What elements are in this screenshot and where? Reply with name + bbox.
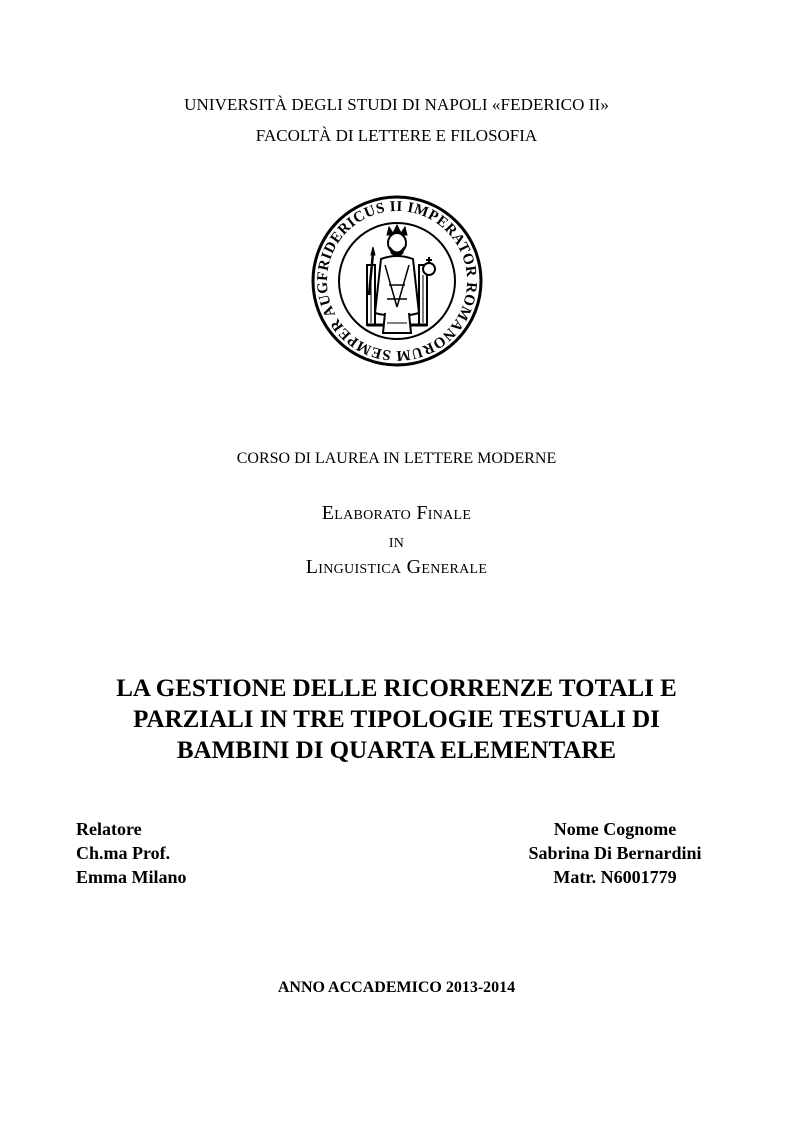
thesis-type: Elaborato Finale bbox=[321, 502, 472, 524]
seal-inscription: FRIDERICUS II IMPERATOR ROMANORUM SEMPER AUG bbox=[314, 198, 480, 364]
degree-course: CORSO DI LAUREA IN LETTERE MODERNE bbox=[236, 450, 557, 467]
candidate-block bbox=[500, 817, 730, 889]
faculty-name: FACOLTÀ DI LETTERE E FILOSOFIA bbox=[255, 126, 538, 145]
supervisor-title: Ch.ma Prof. bbox=[76, 843, 171, 863]
thesis-title bbox=[0, 673, 793, 766]
thesis-title-line-2: PARZIALI IN TRE TIPOLOGIE TESTUALI DI bbox=[133, 706, 660, 733]
supervisor-name: Emma Milano bbox=[76, 867, 187, 887]
thesis-title-line-1: LA GESTIONE DELLE RICORRENZE TOTALI E bbox=[116, 675, 677, 702]
supervisor-block bbox=[76, 817, 187, 889]
candidate-name: Sabrina Di Bernardini bbox=[528, 843, 702, 863]
university-name: UNIVERSITÀ DEGLI STUDI DI NAPOLI «FEDERICO II» bbox=[184, 95, 609, 114]
supervisor-label: Relatore bbox=[76, 819, 142, 839]
academic-year: ANNO ACCADEMICO 2013-2014 bbox=[277, 979, 516, 996]
thesis-type-connector: in bbox=[388, 530, 405, 552]
thesis-title-line-3: BAMBINI DI QUARTA ELEMENTARE bbox=[176, 737, 617, 764]
thesis-subject: Linguistica Generale bbox=[305, 556, 488, 578]
candidate-label: Nome Cognome bbox=[553, 819, 677, 839]
university-seal-icon bbox=[311, 195, 483, 367]
candidate-matricola: Matr. N6001779 bbox=[553, 867, 677, 887]
